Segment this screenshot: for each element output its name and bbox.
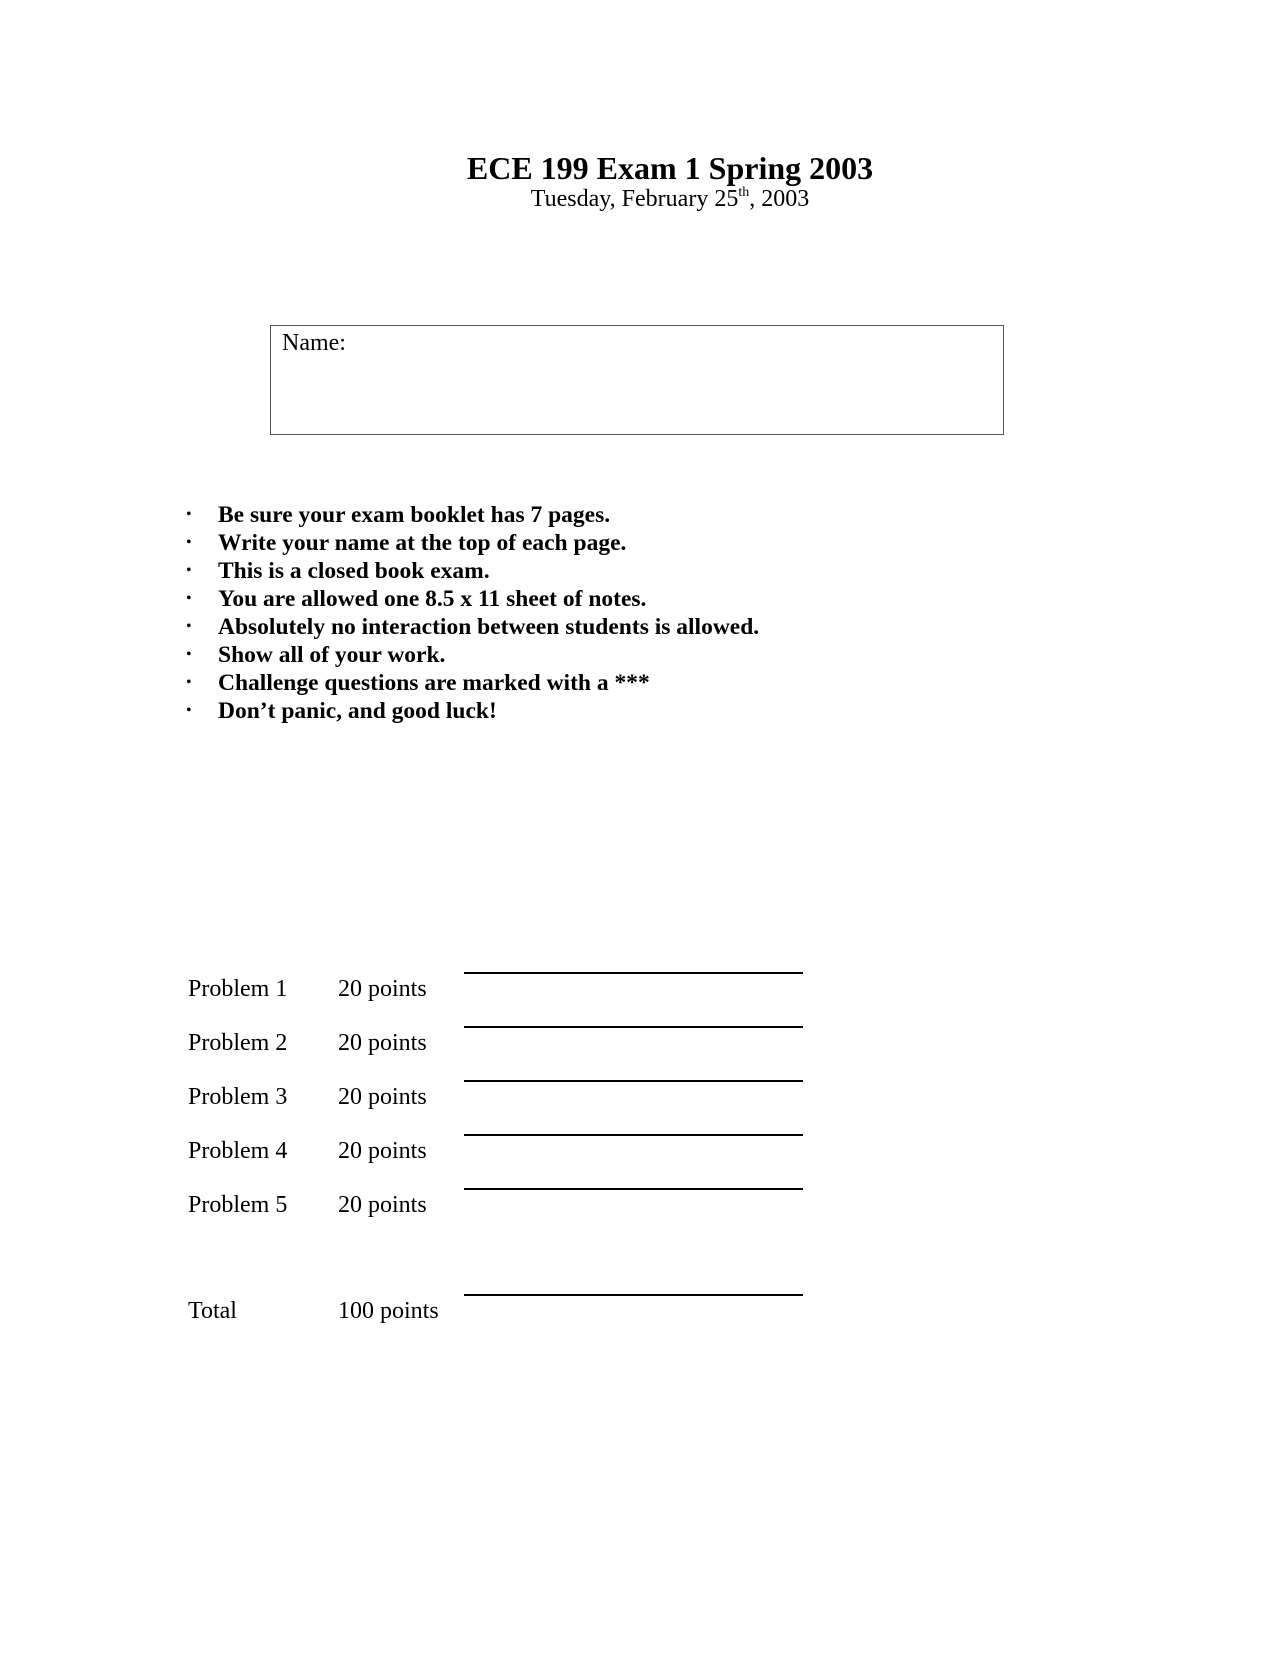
score-total-points: 100 points — [338, 1298, 439, 1324]
score-blank-line[interactable] — [464, 1026, 803, 1028]
bullet-icon: • — [186, 646, 192, 663]
score-row-problem-5 — [0, 1190, 1280, 1230]
bullet-icon: • — [186, 618, 192, 635]
instructions-list — [186, 501, 759, 725]
instruction-text: Challenge questions are marked with a *** — [218, 670, 650, 696]
exam-date-superscript: th — [738, 185, 750, 200]
score-row-problem-1 — [0, 974, 1280, 1014]
score-row-problem-3 — [0, 1082, 1280, 1122]
score-total-label: Total — [188, 1298, 237, 1324]
score-row-points: 20 points — [338, 1192, 427, 1218]
score-blank-line[interactable] — [464, 1080, 803, 1082]
exam-date-year: , 2003 — [749, 186, 810, 212]
score-row-label: Problem 3 — [188, 1084, 288, 1110]
score-row-problem-4 — [0, 1136, 1280, 1176]
score-blank-line[interactable] — [464, 1188, 803, 1190]
bullet-icon: • — [186, 506, 192, 523]
instruction-text: Show all of your work. — [218, 642, 446, 668]
score-row-label: Problem 4 — [188, 1138, 288, 1164]
instruction-item — [186, 585, 759, 613]
instruction-text: This is a closed book exam. — [218, 558, 490, 584]
exam-date — [0, 184, 1280, 214]
score-row-label: Problem 2 — [188, 1030, 288, 1056]
instruction-text: Write your name at the top of each page. — [218, 530, 627, 556]
bullet-icon: • — [186, 674, 192, 691]
bullet-icon: • — [186, 562, 192, 579]
name-field-box[interactable] — [270, 325, 1004, 435]
instruction-text: Absolutely no interaction between students is allowed. — [218, 614, 760, 640]
score-row-label: Problem 1 — [188, 976, 288, 1002]
instruction-item — [186, 557, 759, 585]
instruction-text: Be sure your exam booklet has 7 pages. — [218, 502, 611, 528]
name-field-label: Name: — [282, 330, 346, 356]
instruction-text: Don’t panic, and good luck! — [218, 698, 497, 724]
instruction-item — [186, 529, 759, 557]
instruction-text: You are allowed one 8.5 x 11 sheet of notes. — [218, 586, 647, 612]
score-row-label: Problem 5 — [188, 1192, 288, 1218]
instruction-item — [186, 613, 759, 641]
score-blank-line[interactable] — [464, 1134, 803, 1136]
bullet-icon: • — [186, 702, 192, 719]
score-blank-line[interactable] — [464, 1294, 803, 1296]
exam-date-text: Tuesday, February 25 — [530, 186, 739, 212]
exam-title: ECE 199 Exam 1 Spring 2003 — [466, 150, 874, 186]
instruction-item — [186, 501, 759, 529]
score-row-problem-2 — [0, 1028, 1280, 1068]
score-row-points: 20 points — [338, 1084, 427, 1110]
score-blank-line[interactable] — [464, 972, 803, 974]
instruction-item — [186, 641, 759, 669]
bullet-icon: • — [186, 590, 192, 607]
instruction-item — [186, 697, 759, 725]
score-row-total — [0, 1296, 1280, 1336]
score-row-points: 20 points — [338, 1138, 427, 1164]
bullet-icon: • — [186, 534, 192, 551]
score-row-points: 20 points — [338, 1030, 427, 1056]
score-row-points: 20 points — [338, 976, 427, 1002]
instruction-item — [186, 669, 759, 697]
